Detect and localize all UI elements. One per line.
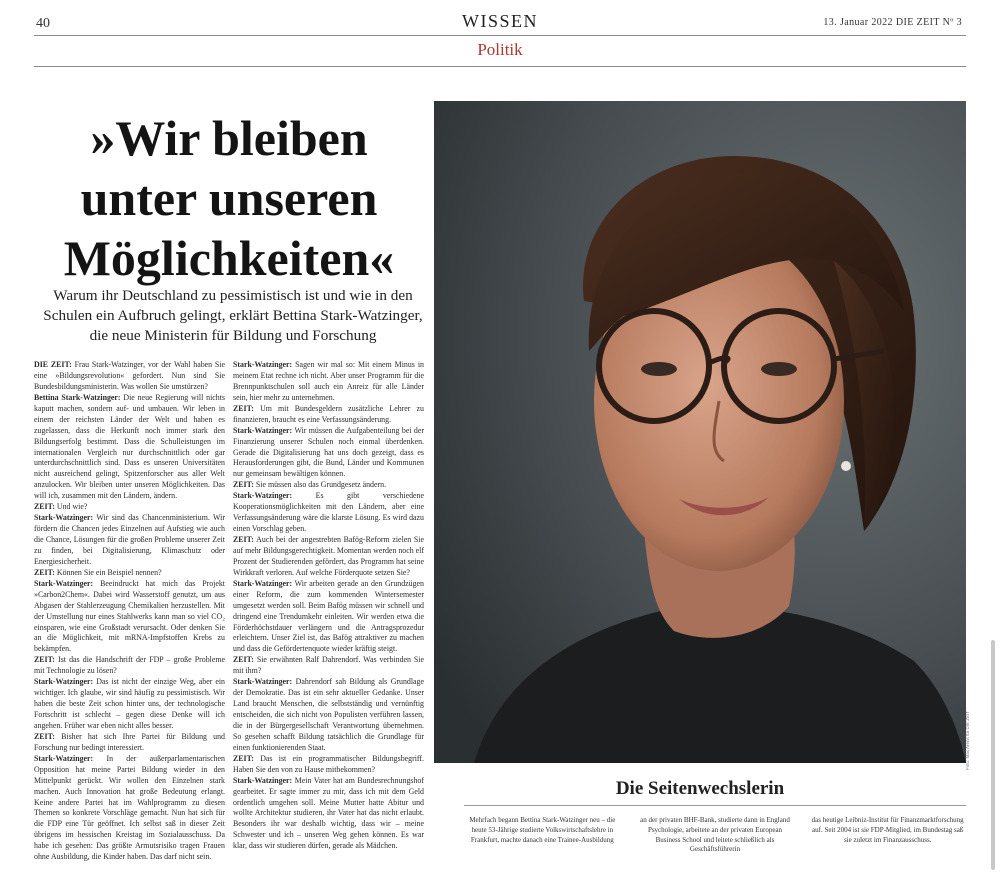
portrait-photo <box>434 101 966 763</box>
section-title: WISSEN <box>462 11 538 31</box>
photo-credit: Foto: Max Arens für DIE ZEIT <box>965 710 970 770</box>
answer-text: Wir müssen die Aufgabenteilung bei der Finanzierung unserer Schulen noch einmal überdenken. Gerade die Digitalisierung hat uns doch gezeigt, dass es Herausforderungen gibt, die Bund, Länder und Kommunen nur gemeinsam bewältigen können. <box>233 425 424 479</box>
caption-column-3: das heutige Leibniz-Institut für Finanzmarktforschung auf. Seit 2004 ist sie FDP-Mitglied, im Bundestag saß sie zuletzt im Finanzausschuss. <box>811 816 964 844</box>
standfirst: Warum ihr Deutschland zu pessimistisch ist und wie in den Schulen ein Aufbruch gelingt, erklärt Bettina Stark-Watzinger, die neue Ministerin für Bildung und Forschung <box>43 287 423 344</box>
headline-line-2: unter unseren <box>80 170 378 226</box>
answer-text: Sie müssen also das Grundgesetz ändern. <box>255 480 387 490</box>
interview-paragraph <box>34 677 225 732</box>
interview-paragraph <box>34 568 225 579</box>
interview-paragraph <box>233 491 424 535</box>
interview-paragraph <box>34 502 225 513</box>
answer-text: Können Sie ein Beispiel nennen? <box>56 567 162 577</box>
answer-text: Beeindruckt hat mich das Projekt »Carbon2Chem«. Dabei wird Wasserstoff genutzt, um aus Abgasen der Stahlerzeugung Chemikalien herzustellen. Mit der Umstellung nur eines Stahlwerks kann man so viel CO₂ einsparen, wie eine Großstadt verursacht. Oder denken Sie an die Möglichkeit, mit mRNA-Impfstoffen Krebs zu bekämpfen. <box>34 578 225 654</box>
interview-paragraph <box>233 426 424 481</box>
page-header <box>0 0 1000 68</box>
interview-paragraph <box>233 579 424 656</box>
portrait-illustration <box>434 101 966 763</box>
speaker-label: DIE ZEIT: <box>34 360 72 369</box>
interview-paragraph <box>233 480 424 491</box>
speaker-label: ZEIT: <box>233 403 254 413</box>
page-number: 40 <box>36 16 50 31</box>
answer-text: Wir sind das Chancenministerium. Wir fördern die Chancen jedes Einzelnen auf Aufstieg wie auch die Chance, Lösungen für die großen Probleme unserer Zeit zu finden, bei Digitalisierung, Klimaschutz oder Energiesicherheit. <box>34 513 225 566</box>
dateline: 13. Januar 2022 DIE ZEIT Nº 3 <box>823 17 962 28</box>
ressort-label: Politik <box>477 40 523 59</box>
speaker-label: ZEIT: <box>34 655 55 665</box>
speaker-label: ZEIT: <box>34 502 55 512</box>
interview-paragraph <box>34 579 225 656</box>
caption-column-1: Mehrfach begann Bettina Stark-Watzinger neu – die heute 53-Jährige studierte Volkswirtschaftslehre in Frankfurt, machte danach eine Trainee-Ausbildung <box>469 816 616 844</box>
answer-text: Die neue Regierung will nichts kaputt machen, sondern auf- und umbauen. Wir leben in einem der reichsten Länder der Welt und haben es zugelassen, dass die Herkunft noch immer stark den Bildungserfolg bestimmt. Dass die Schulleistungen im internationalen Vergleich nur durchschnittlich oder gar unterdurchschnittlich sind. Dass es unseren Universitäten nicht ausreichend gelingt, Spitzenforscher aus aller Welt anzulocken. Wir bleiben unter unseren Möglichkeiten. Das will ich, zusammen mit den Ländern, ändern. <box>34 392 225 501</box>
answer-text: Bisher hat sich Ihre Partei für Bildung und Forschung nur bedingt interessiert. <box>34 731 225 752</box>
speaker-label: Stark-Watzinger: <box>233 360 293 369</box>
answer-text: Dahrendorf sah Bildung als Grundlage der Demokratie. Das ist ein sehr aktueller Gedanke. Unser Land braucht Menschen, die selbstständig und vernünftig entscheiden, die sich nicht von Populisten verführen lassen, die in der Bürgergesellschaft Verantwortung übernehmen. So gesehen schafft Bildung tatsächlich die Grundlage für einen funktionierenden Staat. <box>233 677 424 752</box>
speaker-label: Stark-Watzinger: <box>233 425 293 435</box>
answer-text: Das ist ein programmatischer Bildungsbegriff. Haben Sie den von zu Hause mitbekommen? <box>233 753 424 774</box>
caption-column-2: an der privaten BHF-Bank, studierte dann in England Psychologie, arbeitete an der privaten European Business School und leitete schließlich als Geschäftsführerin <box>640 816 790 854</box>
speaker-label: ZEIT: <box>34 731 55 741</box>
speaker-label: ZEIT: <box>233 655 254 665</box>
answer-text: Um mit Bundesgeldern zusätzliche Lehrer zu finanzieren, braucht es eine Verfassungsänderung. <box>233 403 424 424</box>
speaker-label: Stark-Watzinger: <box>34 753 94 763</box>
interview-paragraph <box>233 404 424 426</box>
speaker-label: Stark-Watzinger: <box>34 677 94 687</box>
caption-text <box>464 816 966 855</box>
headline <box>34 108 424 288</box>
speaker-label: ZEIT: <box>233 535 254 544</box>
answer-text: Das ist nicht der einzige Weg, aber ein wichtiger. Ich glaube, wir sind häufig zu pessimistisch. Wir haben die beste Zeit schon hinter uns, der technologische Fortschritt ist schlecht – gegen diese Denke will ich angehen. Früher war eben nicht alles besser. <box>34 677 225 730</box>
interview-paragraph <box>34 513 225 568</box>
speaker-label: Stark-Watzinger: <box>233 578 293 588</box>
speaker-label: ZEIT: <box>34 567 55 577</box>
answer-text: Mein Vater hat am Bundesrechnungshof gearbeitet. Er sagte immer zu mir, dass ich mit dem Geld ordentlich umgehen soll. Meine Mutter hatte Abitur und wollte Architektur studieren, ihr Vater hat das nicht erlaubt. Besonders ihr war deshalb wichtig, dass wir – meine Schwester und ich – unseren Weg gehen können. Es war klar, dass wir studieren dürfen, gerade als Mädchen. <box>233 775 424 851</box>
interview-paragraph <box>233 776 424 853</box>
interview-paragraph <box>233 754 424 776</box>
interview-paragraph <box>233 535 424 579</box>
answer-text: Auch bei der angestrebten Bafög-Reform zielen Sie auf mehr Bildungsgerechtigkeit. Momentan werden noch elf Prozent der Studierenden gefördert, das Programm hat seine Wirkkraft verloren. Auf welche Förderquote setzen Sie? <box>233 535 424 577</box>
interview-paragraph <box>233 677 424 754</box>
answer-text: In der außerparlamentarischen Opposition hat meine Partei Bildung wieder in den Mittelpunkt gerückt. Wir wollen den Einzelnen stark machen. Auch Innovation hat große Bedeutung erlangt. Keine andere Partei hat im Wahlprogramm zu diesen Themen so konkrete Vorschläge gemacht. Nun hat sich für die FDP eine Tür geöffnet. Ich selbst saß in dieser Zeit übrigens im hessischen Kreistag im Sozialausschuss. Da habe ich gesehen: Das größte Armutsrisiko tragen Frauen ohne Ausbildung, die Kinder haben. Das darf nicht sein. <box>34 753 225 862</box>
speaker-label: Bettina Stark-Watzinger: <box>34 392 121 402</box>
speaker-label: Stark-Watzinger: <box>34 578 94 588</box>
interview-paragraph <box>34 360 225 393</box>
scrollbar-thumb[interactable] <box>991 640 995 870</box>
speaker-label: ZEIT: <box>233 753 254 763</box>
interview-column-1 <box>34 360 225 881</box>
answer-text: Wir arbeiten gerade an den Grundzügen einer Reform, die zum kommenden Wintersemester umgesetzt werden soll. Beim Bafög müssen wir schnell und dringend eine Trendumkehr einleiten. Wir werden etwa die Förderhöchstdauer verlängern und die Antragsprozedur erleichtern. Unser Ziel ist, das Bafög attraktiver zu machen und dass die Gefördertenquote wieder kräftig steigt. <box>233 578 424 654</box>
answer-text: Ist das die Handschrift der FDP – große Probleme mit Technologie zu lösen? <box>34 655 225 676</box>
answer-text: Sie erwähnten Ralf Dahrendorf. Was verbinden Sie mit ihm? <box>233 655 424 676</box>
answer-text: Sagen wir mal so: Mit einem Minus in meinem Etat rechne ich nicht. Aber unser Programm für die Brennpunktschulen soll auch ein Anreiz für alle Länder sein, hier mehr zu unternehmen. <box>233 360 424 402</box>
interview-paragraph <box>34 393 225 502</box>
interview-paragraph <box>34 754 225 863</box>
interview-paragraph <box>34 655 225 677</box>
header-rule-bottom <box>34 66 966 67</box>
headline-line-1: »Wir bleiben <box>90 110 368 166</box>
speaker-label: Stark-Watzinger: <box>233 677 293 687</box>
interview-column-2 <box>233 360 424 881</box>
speaker-label: ZEIT: <box>233 480 254 490</box>
speaker-label: Stark-Watzinger: <box>34 513 94 523</box>
interview-paragraph <box>233 360 424 404</box>
answer-text: Und wie? <box>56 502 88 512</box>
speaker-label: Stark-Watzinger: <box>233 491 293 501</box>
interview-paragraph <box>233 655 424 677</box>
headline-line-3: Möglichkeiten« <box>63 230 395 286</box>
answer-text: Es gibt verschiedene Kooperationsmöglichkeiten mit den Ländern, aber eine Verfassungsänderung wäre die klarste Lösung. Es wird dazu einen Vorschlag geben. <box>233 491 424 534</box>
speaker-label: Stark-Watzinger: <box>233 775 293 785</box>
answer-text: Frau Stark-Watzinger, vor der Wahl haben Sie eine »Bildungsrevolution« gefordert. Nun sind Sie Bundesbildungsministerin. Was wollen Sie umstürzen? <box>34 360 225 391</box>
interview-paragraph <box>34 732 225 754</box>
header-rule-top <box>34 35 966 36</box>
interview-body <box>34 360 424 881</box>
caption-rule <box>464 805 966 806</box>
caption-title: Die Seitenwechslerin <box>615 778 785 799</box>
